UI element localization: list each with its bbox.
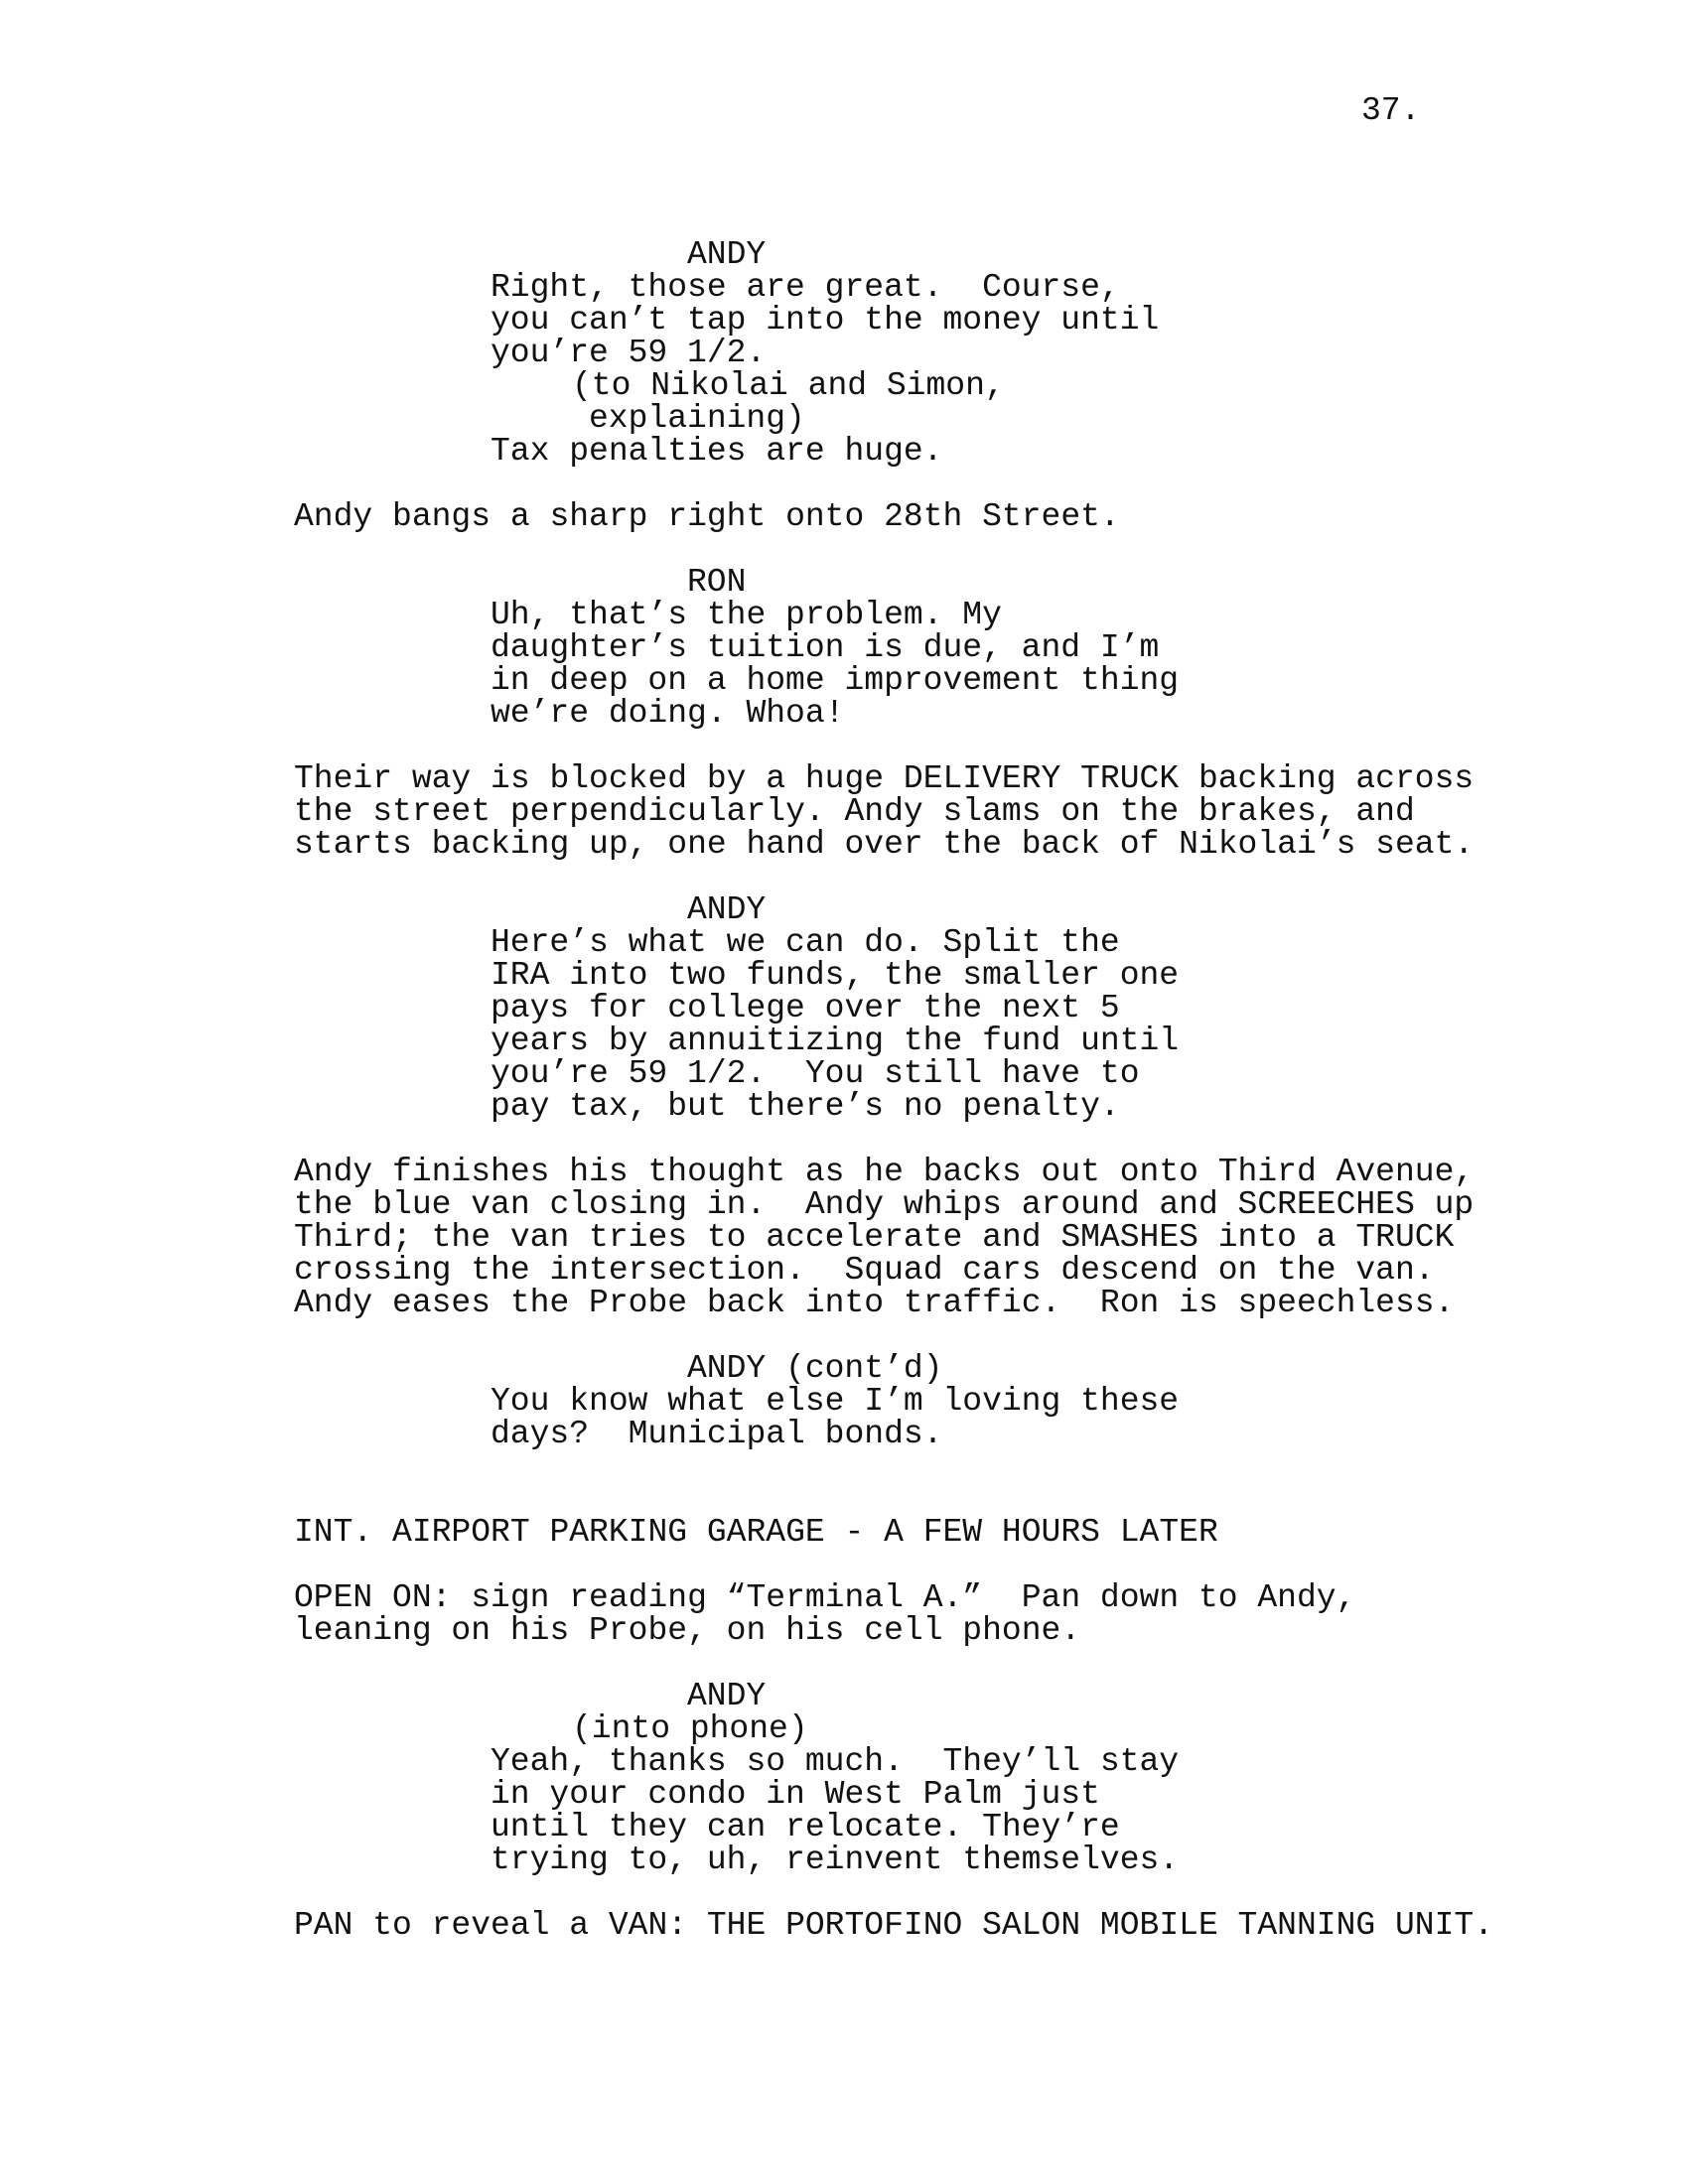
dialogue-line: trying to, uh, reinvent themselves. bbox=[491, 1842, 1180, 1878]
action-line: PAN to reveal a VAN: THE PORTOFINO SALON MOBILE TANNING UNIT. bbox=[294, 1907, 1493, 1944]
dialogue-line: you’re 59 1/2. You still have to bbox=[491, 1055, 1140, 1092]
scene-heading: INT. AIRPORT PARKING GARAGE - A FEW HOURS LATER bbox=[294, 1514, 1218, 1551]
dialogue-line: until they can relocate. They’re bbox=[491, 1809, 1120, 1845]
parenthetical: explaining) bbox=[589, 400, 805, 437]
action-line: Andy finishes his thought as he backs out onto Third Avenue, bbox=[294, 1154, 1475, 1190]
dialogue-line: Right, those are great. Course, bbox=[491, 269, 1120, 306]
character-cue: ANDY bbox=[687, 891, 767, 928]
dialogue-line: we’re doing. Whoa! bbox=[491, 695, 845, 732]
dialogue-line: you can’t tap into the money until bbox=[491, 302, 1160, 339]
dialogue-line: pay tax, but there’s no penalty. bbox=[491, 1088, 1120, 1125]
parenthetical: (into phone) bbox=[572, 1710, 808, 1747]
page-number: 37. bbox=[1361, 92, 1421, 129]
dialogue-line: Uh, that’s the problem. My bbox=[491, 597, 1002, 633]
dialogue-line: Here’s what we can do. Split the bbox=[491, 924, 1120, 961]
action-line: Andy eases the Probe back into traffic. Ron is speechless. bbox=[294, 1285, 1455, 1321]
parenthetical: (to Nikolai and Simon, bbox=[572, 367, 1005, 404]
dialogue-line: in your condo in West Palm just bbox=[491, 1776, 1100, 1813]
action-line: crossing the intersection. Squad cars descend on the van. bbox=[294, 1252, 1435, 1289]
action-line: Andy bangs a sharp right onto 28th Street. bbox=[294, 498, 1120, 535]
dialogue-line: IRA into two funds, the smaller one bbox=[491, 957, 1180, 994]
dialogue-line: pays for college over the next 5 bbox=[491, 990, 1120, 1026]
action-line: the street perpendicularly. Andy slams on the brakes, and bbox=[294, 793, 1415, 830]
action-line: Their way is blocked by a huge DELIVERY TRUCK backing across bbox=[294, 760, 1475, 797]
action-line: the blue van closing in. Andy whips around and SCREECHES up bbox=[294, 1186, 1475, 1223]
dialogue-line: in deep on a home improvement thing bbox=[491, 662, 1180, 699]
dialogue-line: daughter’s tuition is due, and I’m bbox=[491, 629, 1160, 666]
character-cue: RON bbox=[687, 564, 747, 601]
dialogue-line: you’re 59 1/2. bbox=[491, 335, 767, 371]
action-line: Third; the van tries to accelerate and SMASHES into a TRUCK bbox=[294, 1219, 1455, 1256]
action-line: starts backing up, one hand over the back of Nikolai’s seat. bbox=[294, 826, 1475, 863]
character-cue: ANDY bbox=[687, 1678, 767, 1714]
action-line: OPEN ON: sign reading “Terminal A.” Pan down to Andy, bbox=[294, 1579, 1356, 1616]
dialogue-line: years by annuitizing the fund until bbox=[491, 1023, 1180, 1059]
character-cue: ANDY bbox=[687, 236, 767, 273]
dialogue-line: Tax penalties are huge. bbox=[491, 433, 943, 470]
action-line: leaning on his Probe, on his cell phone. bbox=[294, 1612, 1081, 1649]
dialogue-line: days? Municipal bonds. bbox=[491, 1416, 943, 1452]
dialogue-line: Yeah, thanks so much. They’ll stay bbox=[491, 1743, 1180, 1780]
dialogue-line: You know what else I’m loving these bbox=[491, 1383, 1180, 1420]
character-cue: ANDY (cont’d) bbox=[687, 1350, 943, 1387]
